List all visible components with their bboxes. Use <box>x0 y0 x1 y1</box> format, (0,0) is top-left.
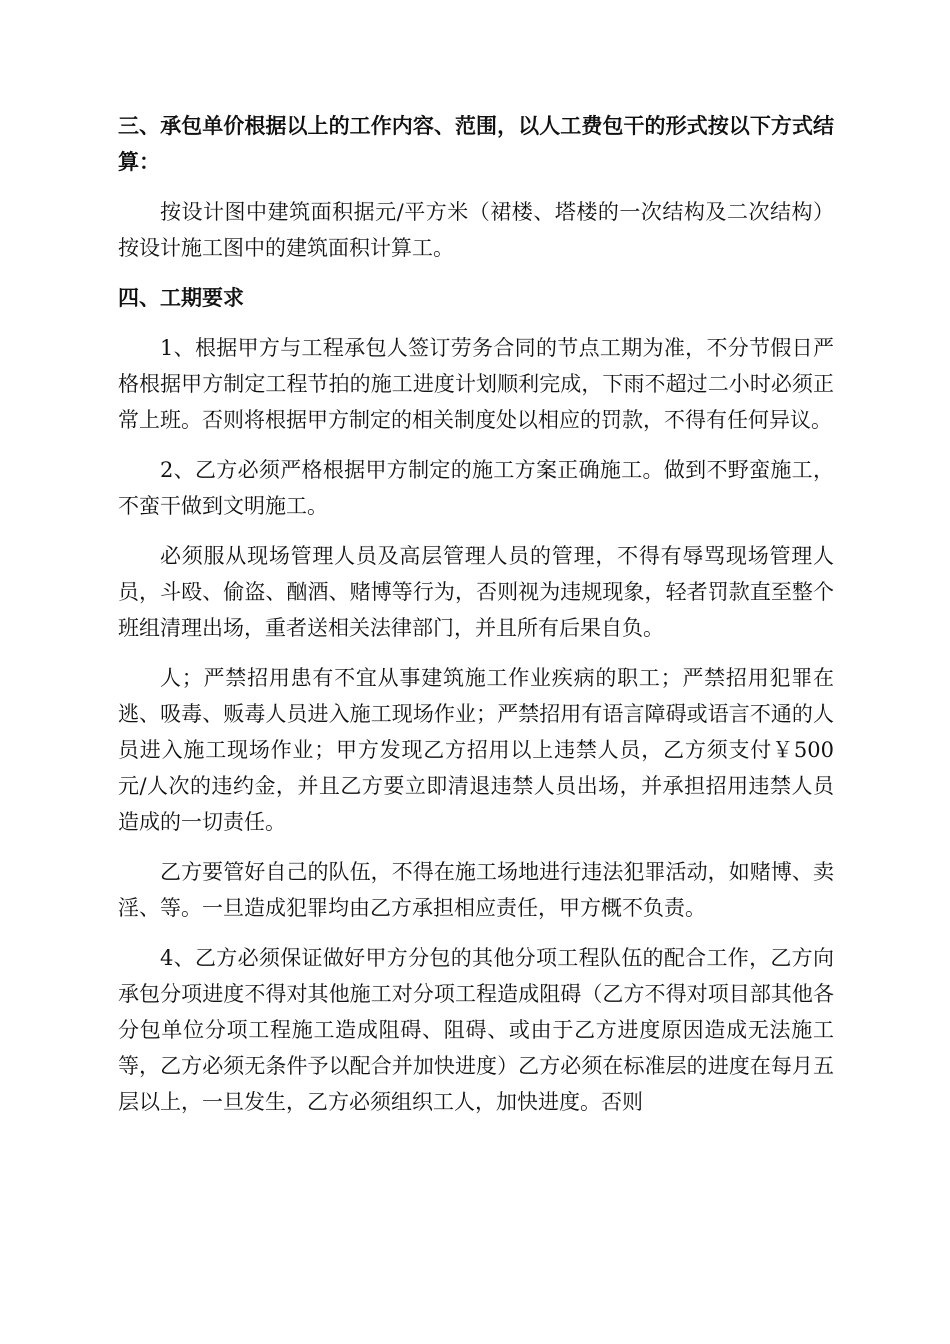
section-4-paragraph-2: 2、乙方必须严格根据甲方制定的施工方案正确施工。做到不野蛮施工，不蛮干做到文明施工。 <box>118 458 834 518</box>
section-4-heading: 四、工期要求 <box>118 286 244 310</box>
document-body <box>118 108 834 1134</box>
section-4-paragraph-6: 4、乙方必须保证做好甲方分包的其他分项工程队伍的配合工作，乙方向承包分项进度不得对其他施工对分项工程造成阻碍（乙方不得对项目部其他各分包单位分项工程施工造成阻碍、阻碍、或由于乙方进度原因造成无法施工等，乙方必须无条件予以配合并加快进度）乙方必须在标准层的进度在每月五层以上，一旦发生，乙方必须组织工人，加快进度。否则 <box>118 946 834 1114</box>
section-3-paragraph-1: 按设计图中建筑面积据元/平方米（裙楼、塔楼的一次结构及二次结构）按设计施工图中的建筑面积计算工。 <box>118 200 834 260</box>
section-3-heading: 三、承包单价根据以上的工作内容、范围，以人工费包干的形式按以下方式结算： <box>118 114 834 174</box>
section-4-paragraph-4: 人；严禁招用患有不宜从事建筑施工作业疾病的职工；严禁招用犯罪在逃、吸毒、贩毒人员进入施工现场作业；严禁招用有语言障碍或语言不通的人员进入施工现场作业；甲方发现乙方招用以上违禁人员，乙方须支付￥500元/人次的违约金，并且乙方要立即清退违禁人员出场，并承担招用违禁人员造成的一切责任。 <box>118 666 834 834</box>
section-4-paragraph-5: 乙方要管好自己的队伍，不得在施工场地进行违法犯罪活动，如赌博、卖淫、等。一旦造成犯罪均由乙方承担相应责任，甲方概不负责。 <box>118 860 834 920</box>
section-4-paragraph-3: 必须服从现场管理人员及高层管理人员的管理，不得有辱骂现场管理人员，斗殴、偷盗、酗酒、赌博等行为，否则视为违规现象，轻者罚款直至整个班组清理出场，重者送相关法律部门，并且所有后果自负。 <box>118 544 834 640</box>
section-4-paragraph-1: 1、根据甲方与工程承包人签订劳务合同的节点工期为准，不分节假日严格根据甲方制定工程节拍的施工进度计划顺利完成，下雨不超过二小时必须正常上班。否则将根据甲方制定的相关制度处以相应的罚款，不得有任何异议。 <box>118 336 834 432</box>
